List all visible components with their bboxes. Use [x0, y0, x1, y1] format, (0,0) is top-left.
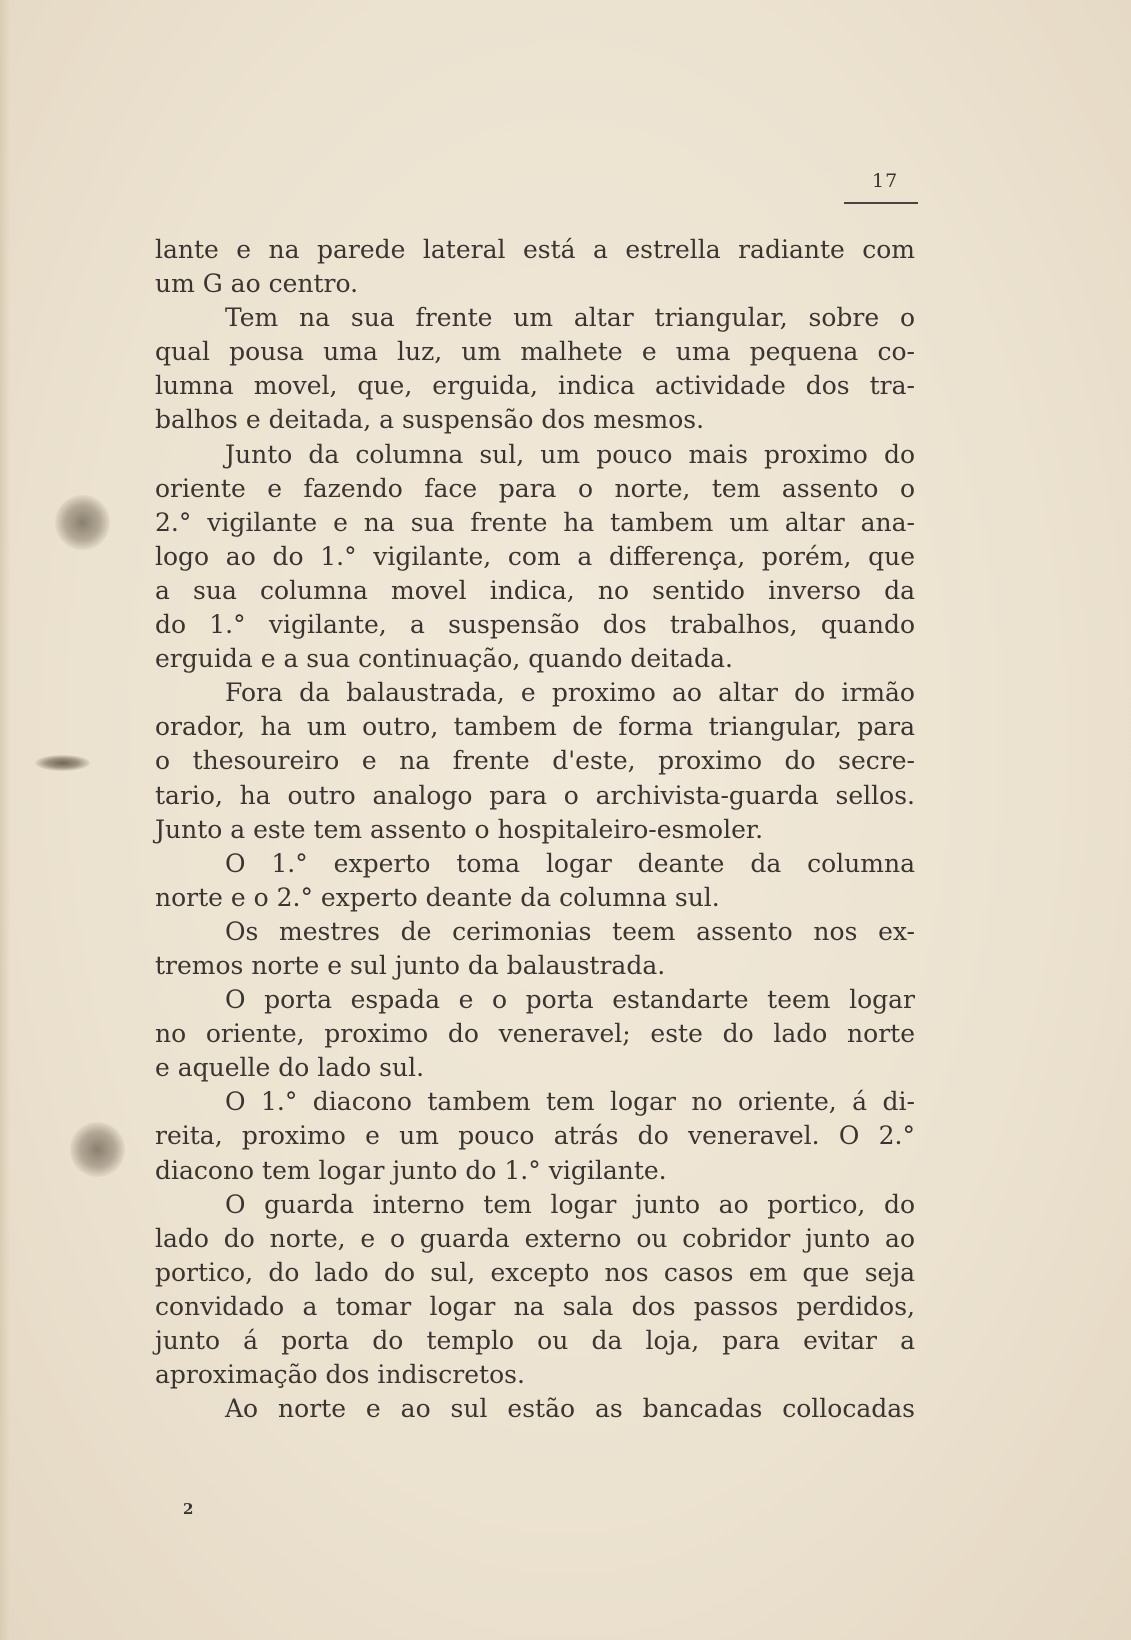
text-line: lado do norte, e o guarda externo ou cobridor junto ao — [155, 1223, 915, 1253]
page-edge-shadow — [0, 0, 10, 1640]
body-text — [155, 233, 915, 1426]
text-line: norte e o 2.° experto deante da columna sul. — [155, 882, 720, 912]
text-line: Fora da balaustrada, e proximo ao altar do irmão — [225, 678, 915, 708]
ink-stain — [55, 495, 110, 550]
text-line: no oriente, proximo do veneravel; este do lado norte — [155, 1019, 915, 1049]
text-line: reita, proximo e um pouco atrás do veneravel. O 2.° — [155, 1121, 915, 1151]
text-line: balhos e deitada, a suspensão dos mesmos. — [155, 405, 705, 435]
text-line: lumna movel, que, erguida, indica actividade dos tra- — [155, 371, 915, 401]
text-line: 2.° vigilante e na sua frente ha tambem um altar ana- — [155, 507, 915, 537]
text-line: aproximação dos indiscretos. — [155, 1360, 525, 1390]
text-line: qual pousa uma luz, um malhete e uma pequena co- — [155, 337, 915, 367]
text-line: tremos norte e sul junto da balaustrada. — [155, 950, 666, 980]
text-line: Ao norte e ao sul estão as bancadas collocadas — [225, 1394, 915, 1424]
text-line: Junto a este tem assento o hospitaleiro-esmoler. — [155, 814, 764, 844]
text-line: portico, do lado do sul, excepto nos casos em que seja — [155, 1257, 915, 1287]
text-line: o thesoureiro e na frente d'este, proximo do secre- — [155, 746, 915, 776]
text-line: O guarda interno tem logar junto ao portico, do — [225, 1189, 915, 1219]
page-number-rule — [844, 202, 918, 204]
text-line: lante e na parede lateral está a estrella radiante com — [155, 235, 915, 264]
text-line: O 1.° diacono tambem tem logar no oriente, á di- — [225, 1087, 915, 1117]
text-line: diacono tem logar junto do 1.° vigilante. — [155, 1155, 667, 1185]
ink-stain — [70, 1122, 125, 1177]
page-number: 17 — [872, 170, 899, 192]
text-line: Os mestres de cerimonias teem assento nos ex- — [225, 916, 915, 946]
signature-mark: 2 — [183, 1500, 194, 1518]
text-line: a sua columna movel indica, no sentido inverso da — [155, 575, 915, 605]
text-line: erguida e a sua continuação, quando deitada. — [155, 644, 733, 674]
text-line: convidado a tomar logar na sala dos passos perdidos, — [155, 1291, 915, 1321]
text-line: logo ao do 1.° vigilante, com a differença, porém, que — [155, 541, 915, 571]
ink-stain — [35, 755, 90, 771]
text-line: tario, ha outro analogo para o archivista-guarda sellos. — [155, 780, 915, 810]
text-line: O porta espada e o porta estandarte teem logar — [225, 985, 915, 1015]
text-line: O 1.° experto toma logar deante da columna — [225, 848, 915, 878]
text-line: junto á porta do templo ou da loja, para evitar a — [155, 1326, 915, 1355]
text-line: e aquelle do lado sul. — [155, 1053, 425, 1083]
text-line: oriente e fazendo face para o norte, tem assento o — [155, 473, 915, 503]
text-line: Tem na sua frente um altar triangular, sobre o — [225, 303, 915, 333]
text-line: orador, ha um outro, tambem de forma triangular, para — [155, 712, 915, 742]
text-line: um G ao centro. — [155, 269, 359, 299]
text-line: do 1.° vigilante, a suspensão dos trabalhos, quando — [155, 610, 915, 640]
text-line: Junto da columna sul, um pouco mais proximo do — [225, 439, 915, 469]
